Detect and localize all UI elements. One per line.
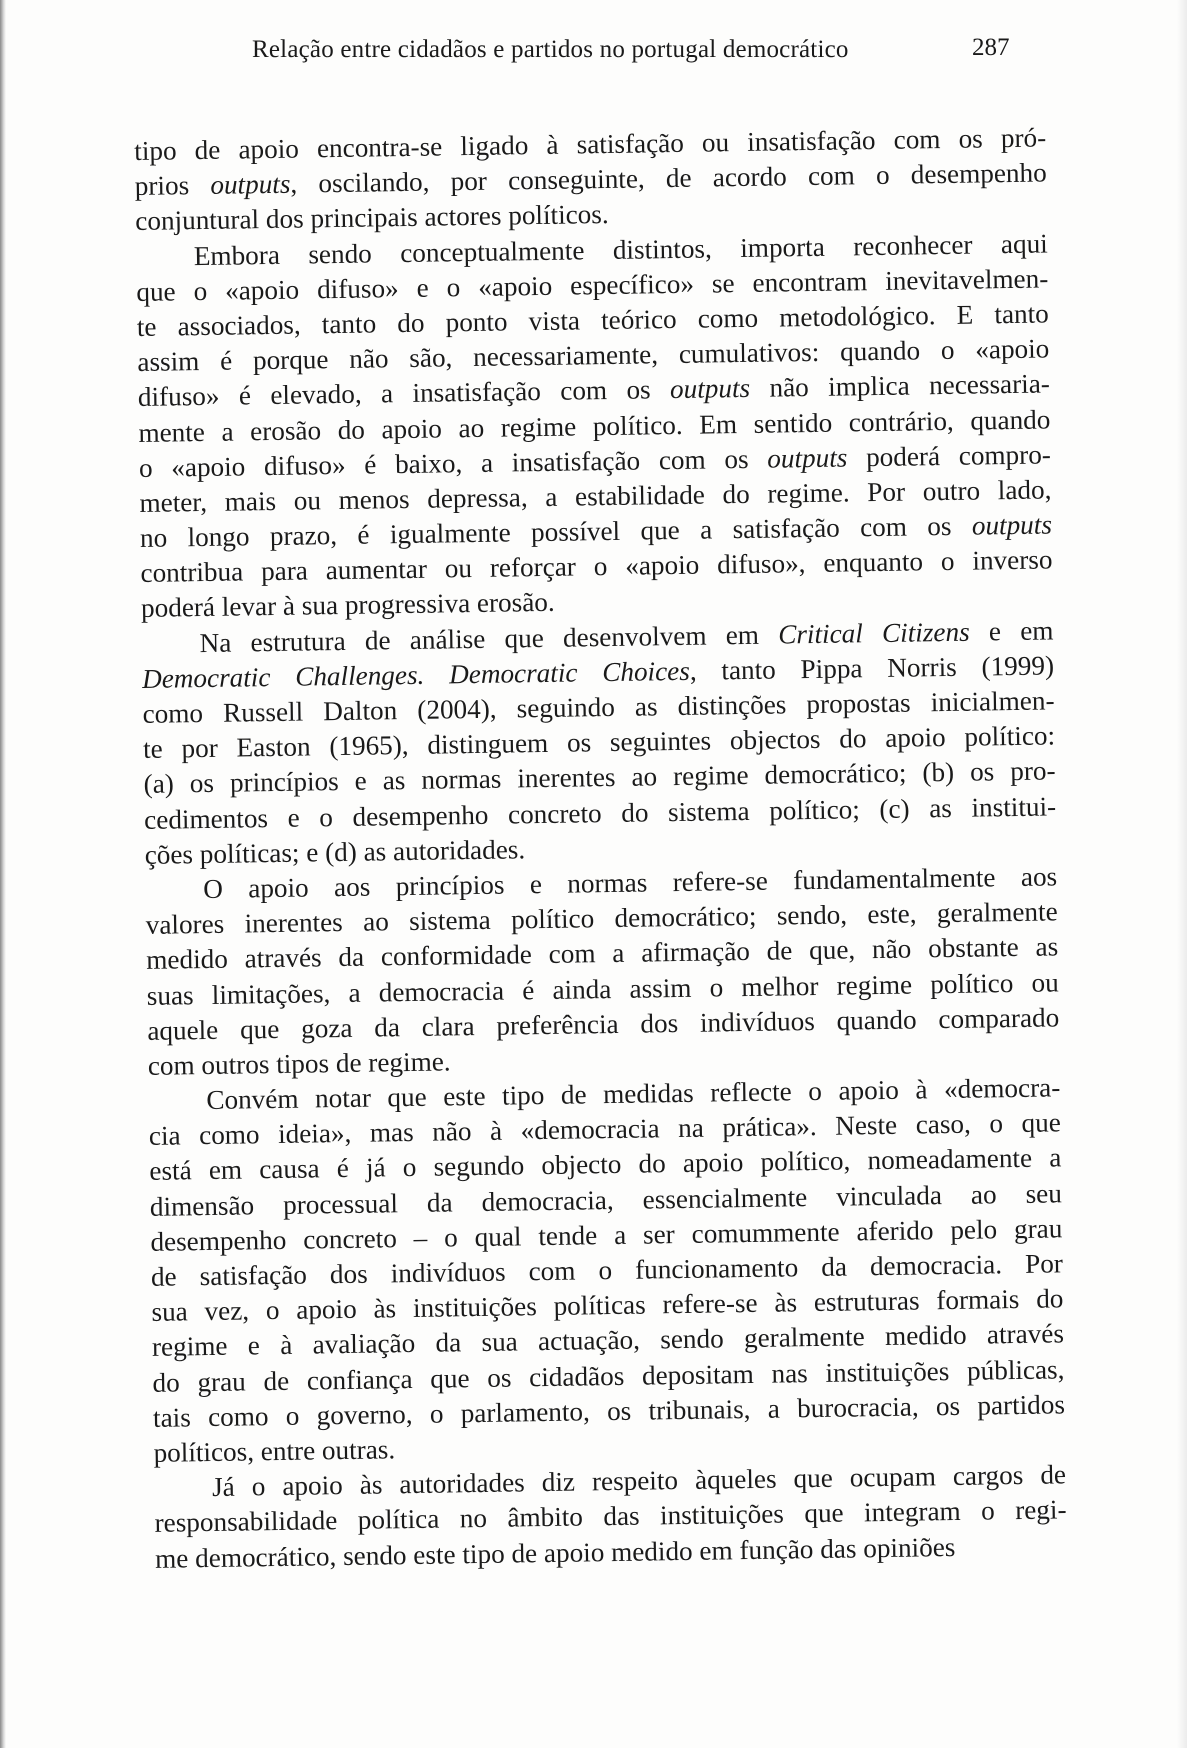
text-line: difuso» é elevado, a insatisfação com os outputs não implica necessaria- [137, 368, 1051, 413]
text-line: cedimentos e o desempenho concreto do sistema político; (c) as institui- [143, 790, 1057, 835]
text-line: me democrático, sendo este tipo de apoio medido em função das opiniões [154, 1531, 956, 1574]
text-line: Na estrutura de análise que desenvolvem em Critical Citizens e em [199, 615, 1054, 658]
page-right-edge [1177, 0, 1187, 1748]
text-line: desempenho concreto – o qual tende a ser comummente aferido pelo grau [150, 1213, 1063, 1257]
text-line: poderá levar à sua progressiva erosão. [140, 587, 555, 624]
paragraph [154, 1457, 1067, 1576]
text-line: de satisfação dos indivíduos com o funcionamento da democracia. Por [150, 1248, 1064, 1292]
text-line: tipo de apoio encontra-se ligado à satisfação ou insatisfação com os pró- [134, 122, 1047, 166]
text-line: que o «apoio difuso» e o «apoio específico» se encontram inevitavelmen- [136, 263, 1049, 307]
text-line: como Russell Dalton (2004), seguindo as distinções propostas inicialmen- [142, 685, 1055, 729]
text-line: no longo prazo, é igualmente possível que a satisfação com os outputs [139, 509, 1053, 554]
page-binding-edge [0, 0, 6, 1748]
text-line: Convém notar que este tipo de medidas reflecte o apoio à «democra- [206, 1072, 1061, 1116]
text-line: te associados, tanto do ponto vista teórico como metodológico. E tanto [136, 298, 1049, 342]
text-line: está em causa é já o segundo objecto do apoio político, nomeadamente a [149, 1142, 1062, 1187]
text-line: valores inerentes ao sistema político democrático; sendo, este, geralmente [145, 896, 1058, 941]
text-line: do grau de confiança que os cidadãos depositam nas instituições públicas, [152, 1353, 1065, 1398]
text-line: tais como o governo, o parlamento, os tribunais, a burocracia, os partidos [152, 1389, 1066, 1433]
text-line: O apoio aos princípios e normas refere-se fundamentalmente aos [202, 861, 1058, 904]
text-line: assim é porque não são, necessariamente, cumulativos: quando o «apoio [137, 333, 1050, 378]
text-line: responsabilidade política no âmbito das instituições que integram o regi- [154, 1494, 1067, 1539]
text-line: com outros tipos de regime. [147, 1046, 451, 1081]
paragraph [141, 613, 1057, 873]
text-line: mente a erosão do apoio ao regime político. Em sentido contrário, quando [138, 403, 1051, 448]
text-line: Democratic Challenges. Democratic Choices, tanto Pippa Norris (1999) [141, 650, 1055, 694]
text-line: meter, mais ou menos depressa, a estabilidade do regime. Por outro lado, [139, 474, 1052, 518]
text-line: ções políticas; e (d) as autoridades. [144, 834, 526, 870]
text-line: conjuntural dos principais actores políticos. [135, 199, 609, 237]
text-line: regime e à avaliação da sua actuação, sendo geralmente medido através [151, 1318, 1065, 1363]
text-line: suas limitações, a democracia é ainda assim o melhor regime político ou [146, 966, 1059, 1011]
body-text [134, 120, 1067, 1576]
text-line: te por Easton (1965), distinguem os seguintes objectos do apoio político: [142, 720, 1056, 765]
text-line: cia como ideia», mas não à «democracia na prática». Neste caso, o que [148, 1107, 1061, 1152]
text-line: prios outputs, oscilando, por conseguinte, de acordo com o desempenho [134, 157, 1047, 202]
text-line: medido através da conformidade com a afirmação de que, não obstante as [146, 931, 1059, 976]
page-number: 287 [972, 34, 1010, 61]
paragraph [134, 120, 1047, 239]
text-line: políticos, entre outras. [153, 1434, 396, 1468]
running-head [252, 30, 1032, 74]
text-line: Embora sendo conceptualmente distintos, importa reconhecer aqui [193, 228, 1048, 271]
text-line: Já o apoio às autoridades diz respeito àqueles que ocupam cargos de [211, 1459, 1067, 1503]
paragraph [145, 859, 1060, 1084]
running-title: Relação entre cidadãos e partidos no portugal democrático [252, 36, 849, 63]
text-line: sua vez, o apoio às instituições políticas refere-se às estruturas formais do [151, 1283, 1064, 1328]
text-line: o «apoio difuso» é baixo, a insatisfação com os outputs poderá compro- [138, 439, 1052, 483]
paragraph [148, 1070, 1066, 1471]
text-line: dimensão processual da democracia, essencialmente vinculada ao seu [149, 1177, 1063, 1222]
text-line: aquele que goza da clara preferência dos indivíduos quando comparado [147, 1002, 1060, 1046]
text-line: contribua para aumentar ou reforçar o «apoio difuso», enquanto o inverso [140, 544, 1053, 589]
paragraph [136, 226, 1054, 627]
text-line: (a) os princípios e as normas inerentes ao regime democrático; (b) os pro- [143, 755, 1056, 800]
